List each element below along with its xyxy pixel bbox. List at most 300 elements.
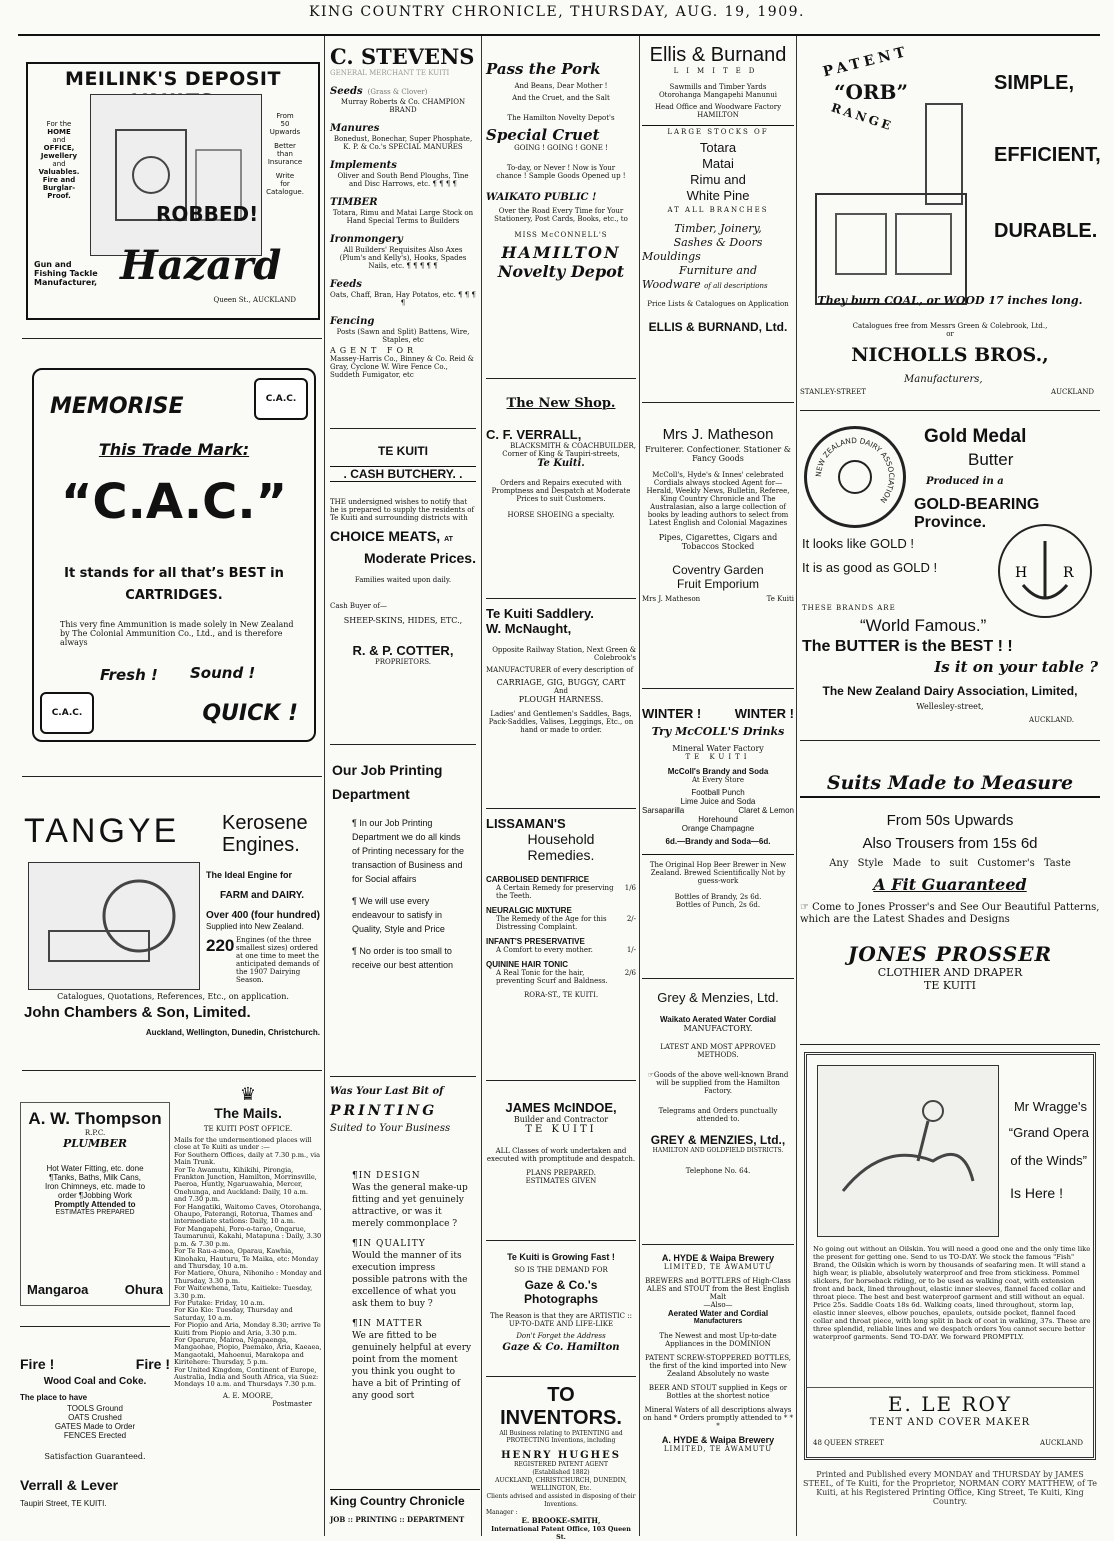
last-bit-was: Was Your Last Bit of bbox=[330, 1086, 444, 1097]
new-shop-title: The New Shop. bbox=[506, 396, 616, 411]
pork-hamilton: HAMILTON bbox=[501, 243, 621, 262]
stevens-section-body: Murray Roberts & Co. CHAMPION BRAND bbox=[340, 98, 466, 114]
sep-c5-2 bbox=[800, 740, 1100, 741]
tangye-over: Over 400 (four hundred) bbox=[206, 910, 320, 921]
new-shop-horse: HORSE SHOEING a specialty. bbox=[507, 511, 615, 519]
orb-efficient: EFFICIENT, bbox=[994, 144, 1101, 166]
lissaman-ad bbox=[486, 816, 636, 1068]
matheson-footer-right: Te Kuiti bbox=[766, 595, 794, 603]
mails-office: TE KUITI POST OFFICE. bbox=[203, 1125, 293, 1133]
job-printing-p1: ¶ In our Job Printing Department we do all kinds of Printing necessary for the transaction of Business and for Social affairs bbox=[352, 818, 465, 884]
butchery-owner: R. & P. COTTER, bbox=[352, 643, 454, 658]
mails-signer: A. E. MOORE, bbox=[222, 1391, 274, 1400]
hr-anchor-brand-icon bbox=[998, 524, 1092, 618]
hyde-manuf: Manufacturers bbox=[693, 1318, 743, 1325]
ellis-wood-3: White Pine bbox=[686, 188, 750, 203]
ellis-product-3: Furniture and bbox=[678, 264, 758, 277]
last-bit-printing: PRINTING bbox=[330, 1103, 438, 1119]
mails-line-10: For Piopio and Aria, Monday 8.30; arrive Te Kuiti from Piopio and Aria, 3.30 p.m. bbox=[174, 1321, 321, 1337]
prosser-any: Any Style Made to suit Customer's Taste bbox=[829, 858, 1071, 869]
sep-c1-3 bbox=[22, 1070, 322, 1071]
butter-gold: Gold Medal bbox=[924, 426, 1027, 447]
cac-sound: Sound ! bbox=[190, 664, 256, 682]
pork-l5: Over the Road Every Time for Your Stationery, Post Cards, Books, etc., to bbox=[494, 207, 628, 223]
inventors-ad bbox=[486, 1384, 636, 1541]
imprint-text: Printed and Published every MONDAY and THURSDAY by JAMES STEEL, of Te Kuiti, for the Proprietor, NORMAN CORY MATTHEW, of Te Kuiti, at his Registered Printing Office, King Street, Te Kuiti, King Country. bbox=[803, 1470, 1097, 1506]
mails-line-9: For Kio Kio: Tuesday, Thursday and Saturday, 10 a.m. bbox=[174, 1306, 293, 1322]
winter-punch: Football Punch bbox=[691, 788, 745, 797]
last-bit-body bbox=[352, 1170, 472, 1402]
anchor-icon bbox=[1005, 531, 1085, 611]
verrall-item-2: GATES Made to Order bbox=[54, 1422, 136, 1431]
leroy-here: Is Here ! bbox=[1010, 1185, 1063, 1201]
hyde-footer: A. HYDE & Waipa Brewery bbox=[661, 1435, 775, 1445]
svg-text:R: R bbox=[1063, 565, 1074, 581]
last-bit-h1: ¶IN DESIGN bbox=[352, 1171, 421, 1181]
prosser-ad bbox=[800, 772, 1100, 1032]
winter-price: 6d.—Brandy and Soda—6d. bbox=[665, 837, 771, 846]
mails-line-4: For Mangapehi, Poro-o-tarao, Ongarue, Taumarunui, Kakahi, Matapuna : Daily, 3.30 p.m. & 7.30 p.m. bbox=[174, 1224, 322, 1248]
butter-street: Wellesley-street, bbox=[916, 702, 984, 711]
grey-menzies-title: Grey & Menzies, Ltd. bbox=[657, 990, 779, 1005]
tangye-title: TANGYE bbox=[24, 812, 180, 850]
mails-notice bbox=[174, 1084, 322, 1530]
orb-nicholls: NICHOLLS BROS., bbox=[851, 344, 1049, 366]
meilink-title: MEILINK'S DEPOSIT bbox=[65, 68, 281, 90]
lissaman-title: LISSAMAN'S bbox=[486, 816, 566, 831]
lissaman-item-name: QUININE HAIR TONIC bbox=[486, 960, 569, 969]
winter-try: Try McCOLL'S Drinks bbox=[651, 725, 785, 738]
sep-c1-2 bbox=[22, 776, 322, 777]
matheson-pipes: Pipes, Cigarettes, Cigars and Tobaccos Stocked bbox=[658, 533, 778, 551]
mcindoe-name: JAMES McINDOE, bbox=[505, 1100, 617, 1115]
meilink-left-list bbox=[34, 120, 84, 200]
thompson-name: A. W. Thompson bbox=[28, 1109, 162, 1128]
gaze-title: Gaze & Co.'s Photographs bbox=[524, 1278, 598, 1306]
rider-in-oilskin-icon bbox=[823, 1071, 993, 1231]
meilink-left-4: Jewellery bbox=[40, 152, 78, 160]
stevens-section bbox=[330, 79, 476, 114]
new-shop-ad bbox=[486, 396, 636, 592]
mcindoe-estimates: ESTIMATES GIVEN bbox=[525, 1177, 597, 1185]
thompson-line-3: order ¶Jobbing Work bbox=[58, 1191, 132, 1200]
job-printing-p2: ¶ We will use every endeavour to satisfy in Quality, Style and Price bbox=[352, 896, 445, 934]
pork-novelty: Novelty Depot bbox=[497, 262, 625, 281]
stevens-section-body: Totara, Rimu and Matai Large Stock on Hand Special Terms to Builders bbox=[332, 209, 474, 225]
ellis-mills: Otorohanga Mangapehi Manunui bbox=[658, 91, 778, 99]
vault-illustration bbox=[90, 94, 262, 256]
lissaman-household: Household bbox=[527, 831, 595, 847]
ellis-woods bbox=[642, 140, 794, 204]
gaze-forget: Don't Forget the Address bbox=[516, 1332, 606, 1340]
mails-line-8: For Putake: Friday, 10 a.m. bbox=[174, 1298, 265, 1307]
prosser-town: TE KUITI bbox=[924, 979, 976, 992]
hyde-title: A. HYDE & Waipa Brewery bbox=[661, 1253, 775, 1263]
prosser-name: JONES PROSSER bbox=[847, 942, 1053, 966]
meilink-right-4: than bbox=[277, 150, 293, 158]
lissaman-item-name: NEURALGIC MIXTURE bbox=[486, 906, 572, 915]
sep-c1a-4 bbox=[20, 1326, 170, 1327]
pork-going: GOING ! GOING ! GONE ! bbox=[514, 144, 608, 152]
mcindoe-town: TE KUITI bbox=[525, 1124, 597, 1135]
butchery-skins: SHEEP-SKINS, HIDES, ETC., bbox=[343, 616, 463, 625]
butchery-cash-buyer: Cash Buyer of— bbox=[330, 602, 387, 610]
vault-safe-icon bbox=[96, 100, 259, 250]
butter-province: GOLD-BEARING Province. bbox=[914, 496, 1040, 531]
matheson-footer-left: Mrs J. Matheson bbox=[642, 595, 701, 603]
leroy-street: 48 QUEEN STREET bbox=[813, 1439, 884, 1447]
prosser-from: From 50s Upwards bbox=[886, 812, 1014, 829]
new-shop-town: Te Kuiti. bbox=[537, 458, 585, 469]
butter-brands: THESE BRANDS ARE bbox=[802, 604, 896, 612]
last-bit-footer-title: King Country Chronicle bbox=[330, 1489, 480, 1508]
prosser-role: CLOTHIER AND DRAPER bbox=[877, 966, 1023, 979]
last-bit-b2: Would the manner of its execution impress possible patrons with the excellence of what you ask them to buy ? bbox=[352, 1251, 468, 1309]
matheson-title: Mrs J. Matheson bbox=[662, 426, 774, 443]
mcindoe-plans: PLANS PREPARED. bbox=[526, 1169, 596, 1177]
thompson-line-2: Iron Chimneys, etc. made to bbox=[44, 1182, 146, 1191]
ellis-wood-2: Rimu and bbox=[690, 172, 746, 187]
horse-rider-illustration bbox=[817, 1065, 999, 1237]
meilink-left-1: HOME bbox=[47, 128, 71, 136]
leroy-wragge: Mr Wragge's bbox=[1013, 1099, 1087, 1114]
sep-c3-1 bbox=[486, 378, 636, 379]
saddlery-title: Te Kuiti Saddlery. bbox=[486, 606, 594, 621]
meilink-left-9: Proof. bbox=[47, 192, 71, 200]
pork-waikato: WAIKATO PUBLIC ! bbox=[486, 192, 597, 203]
pork-title: Pass the Pork bbox=[486, 60, 601, 78]
sep-c2-1 bbox=[330, 428, 476, 429]
thompson-line-4: Promptly Attended to bbox=[54, 1200, 136, 1209]
mails-line-2: For Te Awamutu, Kihikihi, Pirongia, Frankton Junction, Hamilton, Morrinsville, Paeroa, Huntly, Ngaruawahia, Mercer, Onehunga, and Auckland: Daily, 10 a.m. and 7.30 p.m. bbox=[174, 1165, 317, 1204]
butchery-choice bbox=[330, 528, 476, 544]
seal-text: NEW ZEALAND DAIRY ASSOCIATION bbox=[813, 435, 897, 505]
engine-flywheel-icon bbox=[39, 871, 189, 981]
hyde-beer: BEER AND STOUT supplied in Kegs or Bottles at the shortest notice bbox=[648, 1384, 788, 1400]
verrall-lever-name: Verrall & Lever bbox=[20, 1477, 119, 1493]
stevens-section-head: TIMBER bbox=[330, 197, 378, 208]
stevens-subtitle: GENERAL MERCHANT TE KUITI bbox=[330, 69, 450, 77]
stevens-section-body: Oliver and South Bend Ploughs, Tine and Disc Harrows, etc. ¶ ¶ ¶ ¶ bbox=[337, 172, 469, 188]
column-rule-1 bbox=[324, 36, 325, 1536]
hyde-also: —Also— bbox=[703, 1301, 733, 1309]
stevens-section-head: Feeds bbox=[330, 279, 362, 290]
mails-line-1: For Southern Offices, daily at 7.30 p.m., via Main Trunk. bbox=[174, 1150, 321, 1167]
inventors-est: (Established 1882) bbox=[532, 1469, 590, 1476]
hyde-brewers: BREWERS and BOTTLERS of High-Class ALES and STOUT from the Best English Malt bbox=[645, 1277, 791, 1301]
grey-menzies-manufactory: MANUFACTORY. bbox=[683, 1024, 753, 1033]
inventors-agent: REGISTERED PATENT AGENT bbox=[514, 1461, 608, 1468]
lissaman-item bbox=[486, 937, 636, 954]
lissaman-item-price: 1/- bbox=[626, 946, 636, 954]
winter-hore: Horehound bbox=[698, 815, 738, 824]
hyde-limited: LIMITED, TE AWAMUTU bbox=[663, 1263, 773, 1271]
pork-ad bbox=[486, 60, 636, 362]
hyde-ad bbox=[642, 1254, 794, 1530]
thompson-mangaroa: Mangaroa bbox=[27, 1282, 89, 1297]
job-printing-department: Department bbox=[332, 786, 410, 802]
tangye-farm: FARM and DAIRY. bbox=[220, 890, 305, 901]
butchery-choice-text: CHOICE MEATS, bbox=[330, 528, 441, 544]
hyde-newest: The Newest and most Up-to-date Appliances in the DOMINION bbox=[659, 1332, 777, 1348]
hyde-mineral: Mineral Waters of all descriptions always on hand * Orders promptly attended to * * * bbox=[642, 1406, 794, 1430]
hyde-footer-sub: LIMITED, TE AWAMUTU bbox=[663, 1445, 773, 1453]
verrall-lever-ad bbox=[20, 1356, 170, 1528]
stevens-section bbox=[330, 309, 476, 344]
hazard-left-2: Manufacturer, bbox=[34, 278, 98, 287]
mails-line-6: For Matiere, Ohura, Nihoniho : Monday and Thursday, 3.30 p.m. bbox=[174, 1269, 322, 1285]
tangye-supplied: Supplied into New Zealand. bbox=[206, 922, 304, 931]
inventors-manager: Manager : bbox=[486, 1509, 518, 1516]
mails-line-11: For Oparure, Mairoa, Ngapaenga, Mangaohae, Piopio, Paemako, Aria, Kaeaea, Mangaotaki, Mahoenui, Marakopa and Kiritehere: Thursday, 5 p.m. bbox=[174, 1335, 322, 1367]
tangye-kerosene: Kerosene bbox=[222, 812, 308, 834]
butter-city: AUCKLAND. bbox=[1029, 716, 1074, 724]
mcindoe-body: ALL Classes of work undertaken and executed with promptitude and despatch. bbox=[486, 1147, 636, 1163]
mails-role: Postmaster bbox=[272, 1399, 312, 1408]
ellis-woodware: Woodware bbox=[642, 278, 701, 291]
cac-memorise: MEMORISE bbox=[50, 394, 184, 419]
ellis-wood-0: Totara bbox=[699, 140, 737, 155]
gaze-growing: Te Kuiti is Growing Fast ! bbox=[507, 1252, 615, 1262]
thompson-line-1: ¶Tanks, Baths, Milk Cans, bbox=[49, 1173, 141, 1182]
ellis-wood-1: Matai bbox=[702, 156, 734, 171]
ellis-product-2: Mouldings bbox=[642, 250, 701, 263]
meilink-right-2: Upwards bbox=[269, 128, 301, 136]
meilink-left-7: Fire and bbox=[42, 176, 76, 184]
robbed-label: ROBBED! bbox=[156, 202, 259, 226]
lissaman-item bbox=[486, 960, 636, 985]
hyde-aerated: Aerated Water and Cordial bbox=[667, 1309, 769, 1318]
verrall-item-1: OATS Crushed bbox=[68, 1413, 122, 1422]
lissaman-address: RORA-ST., TE KUITI. bbox=[523, 991, 599, 999]
stevens-section-head: Seeds bbox=[330, 86, 363, 97]
orb-simple: SIMPLE, bbox=[994, 72, 1075, 94]
tangye-engines-text: Engines (of the three smallest sizes) ordered at one time to meet the anticipated demands of the 1907 Dairying Season. bbox=[236, 936, 320, 984]
gaze-ad bbox=[486, 1252, 636, 1372]
leroy-grand: “Grand Opera bbox=[1008, 1125, 1089, 1140]
lissaman-item-desc: A Comfort to every mother. bbox=[496, 946, 593, 954]
job-printing-ad bbox=[332, 762, 476, 1058]
butchery-moderate: Moderate Prices. bbox=[363, 550, 476, 566]
lissaman-items bbox=[486, 875, 636, 985]
meilink-right-3: Better bbox=[274, 142, 296, 150]
stevens-ad bbox=[330, 44, 476, 420]
ellis-mills-head: Sawmills and Timber Yards bbox=[669, 83, 767, 91]
orb-patent: PATENT bbox=[821, 43, 911, 81]
new-shop-trade: BLACKSMITH & COACHBUILDER, bbox=[510, 442, 636, 450]
pork-l4: To-day, or Never ! Now is Your chance ! Sample Goods Opened up ! bbox=[496, 164, 626, 180]
last-bit-h2: ¶IN QUALITY bbox=[352, 1239, 426, 1249]
cac-big-mark: “C.A.C.” bbox=[60, 474, 288, 530]
lissaman-item bbox=[486, 906, 636, 931]
stevens-section-head: Fencing bbox=[330, 316, 375, 327]
range-stove-illustration bbox=[806, 94, 980, 328]
matheson-emporium: Fruit Emporium bbox=[676, 577, 759, 591]
lissaman-item-desc: The Remedy of the Age for this Distressing Complaint. bbox=[496, 915, 607, 931]
leroy-trade: TENT AND COVER MAKER bbox=[869, 1417, 1031, 1428]
winter-every: At Every Store bbox=[691, 776, 744, 784]
sep-c4-1 bbox=[642, 402, 794, 403]
job-printing-title: Our Job Printing bbox=[332, 762, 443, 778]
cac-body: This very fine Ammunition is made solely in New Zealand by The Colonial Ammunition Co., Ltd., and is therefore always bbox=[60, 620, 294, 647]
dairy-association-seal-icon bbox=[804, 426, 906, 528]
thompson-line-5: ESTIMATES PREPARED bbox=[55, 1209, 135, 1216]
grey-menzies-waikato: Waikato Aerated Water Cordial bbox=[659, 1015, 777, 1024]
lissaman-item-desc: A Real Tonic for the hair, preventing Scurf and Baldness. bbox=[496, 969, 608, 985]
meilink-right-8: Catalogue. bbox=[266, 188, 304, 196]
mails-title: The Mails. bbox=[214, 1105, 282, 1121]
winter-claret: Claret & Lemon bbox=[738, 806, 794, 815]
verrall-lever-address: Taupiri Street, TE KUITI. bbox=[20, 1499, 107, 1508]
butter-famous: “World Famous.” bbox=[860, 616, 987, 635]
new-shop-name: C. F. VERRALL, bbox=[486, 427, 582, 442]
sep-c4-2 bbox=[642, 688, 794, 689]
ellis-limited: LIMITED bbox=[673, 67, 763, 75]
butter-good: It is as good as GOLD ! bbox=[802, 560, 938, 575]
job-printing-p3: ¶ No order is too small to receive our best attention bbox=[352, 946, 454, 970]
orb-city: AUCKLAND bbox=[1051, 388, 1094, 396]
verrall-item-3: FENCES Erected bbox=[63, 1431, 127, 1440]
inventors-note: Clients advised and assisted in disposing of their Inventions. bbox=[486, 1493, 636, 1508]
grey-menzies-orders: Telegrams and Orders punctually attended to. bbox=[658, 1107, 778, 1123]
winter-factory: Mineral Water Factory bbox=[672, 744, 764, 753]
thompson-plumber: PLUMBER bbox=[63, 1137, 127, 1150]
cac-corner-bottom: C.A.C. bbox=[40, 692, 94, 734]
engine-illustration bbox=[28, 862, 200, 990]
saddlery-items: CARRIAGE, GIG, BUGGY, CART bbox=[496, 678, 626, 687]
stevens-section-body: Bonedust, Bonechar, Super Phosphate, K. P. & Co.'s SPECIAL MANURES bbox=[333, 135, 473, 151]
meilink-right-0: From bbox=[276, 112, 294, 120]
mails-line-7: For Waitewhena, Tatu, Kaitieke: Tuesday, 3.30 p.m. bbox=[174, 1284, 313, 1300]
ellis-title: Ellis & Burnand bbox=[649, 44, 787, 66]
thompson-ad bbox=[20, 1102, 170, 1306]
sep-c4-4 bbox=[642, 1244, 794, 1245]
seal-text-icon bbox=[810, 432, 900, 522]
stevens-section-body: Oats, Chaff, Bran, Hay Potatos, etc. ¶ ¶ ¶ ¶ bbox=[330, 291, 476, 307]
mails-line-3: For Hangatiki, Waitomo Caves, Otorohanga, Ohaupo, Paterangi, Rotorua, Thames and intermediate stations: Daily, 10 a.m. bbox=[174, 1202, 322, 1226]
masthead-rule bbox=[18, 34, 1100, 36]
meilink-ad bbox=[26, 62, 320, 320]
tangye-220: 220 bbox=[206, 936, 235, 955]
ellis-footer: ELLIS & BURNAND, Ltd. bbox=[648, 320, 788, 334]
crest-icon: ♛ bbox=[239, 1084, 257, 1105]
winter-right: WINTER ! bbox=[734, 706, 794, 721]
orb-catalogues: Catalogues free from Messrs Green & Colebrook, Ltd., or bbox=[852, 322, 1048, 338]
butchery-title: . CASH BUTCHERY. . bbox=[330, 466, 476, 482]
stevens-title: C. STEVENS bbox=[330, 44, 475, 69]
last-bit-ad bbox=[330, 1086, 480, 1530]
orb-street: STANLEY-STREET bbox=[800, 388, 866, 396]
meilink-right-7: for bbox=[280, 180, 290, 188]
cac-cartridges: CARTRIDGES. bbox=[125, 588, 223, 603]
last-bit-suited: Suited to Your Business bbox=[330, 1123, 451, 1134]
pork-l1: And Beans, Dear Mother ! bbox=[514, 82, 608, 90]
saddlery-rest: Ladies' and Gentlemen's Saddles, Bags, Pack-Saddles, Valises, Leggings, Etc., on hand or made to order. bbox=[488, 710, 634, 734]
meilink-right-1: 50 bbox=[280, 120, 290, 128]
stevens-section-body: Posts (Sawn and Split) Battens, Wire, Staples, etc bbox=[336, 328, 470, 344]
butter-ad bbox=[800, 420, 1100, 732]
meilink-left-5: and bbox=[52, 160, 66, 168]
prosser-title: Suits Made to Measure bbox=[800, 772, 1100, 798]
new-shop-body: Orders and Repairs executed with Promptness and Despatch at Moderate Prices to suit Customers. bbox=[491, 479, 631, 503]
inventors-name: HENRY HUGHES bbox=[501, 1450, 621, 1461]
saddlery-ad bbox=[486, 606, 636, 802]
prosser-fit: A Fit Guaranteed bbox=[873, 875, 1027, 894]
ellis-branches: AT ALL BRANCHES bbox=[667, 206, 769, 214]
prosser-come: ☞ Come to Jones Prosser's and See Our Beautiful Patterns, which are the Latest Shades and Designs bbox=[800, 902, 1100, 925]
tangye-cities: Auckland, Wellington, Dunedin, Christchurch. bbox=[145, 1028, 320, 1037]
stevens-section-tail: (Grass & Clover) bbox=[367, 88, 428, 96]
hazard-left-1: Fishing Tackle bbox=[34, 269, 98, 278]
ellis-product-0: Timber, Joinery, bbox=[674, 222, 762, 235]
verrall-item-0: TOOLS Ground bbox=[67, 1404, 123, 1413]
thompson-rpc: R.P.C. bbox=[84, 1129, 106, 1137]
hyde-patent: PATENT SCREW-STOPPERED BOTTLES, the first of the kind imported into New Zealand Absolutely no waste bbox=[644, 1354, 792, 1378]
butter-table: Is it on your table ? bbox=[934, 658, 1098, 676]
lissaman-remedies: Remedies. bbox=[527, 847, 595, 863]
verrall-items bbox=[20, 1404, 170, 1440]
winter-brandy: McColl's Brandy and Soda bbox=[667, 767, 769, 776]
grey-menzies-districts: HAMILTON AND GOLDFIELD DISTRICTS. bbox=[652, 1147, 784, 1154]
orb-ad bbox=[800, 44, 1100, 400]
lissaman-item-price: 1/6 bbox=[624, 884, 636, 892]
leroy-name: E. LE ROY bbox=[807, 1387, 1093, 1416]
sep-c3-3 bbox=[486, 808, 636, 809]
cac-fresh: Fresh ! bbox=[100, 666, 158, 684]
meilink-left-8: Burglar- bbox=[42, 184, 76, 192]
thompson-line-0: Hot Water Fitting, etc. done bbox=[46, 1164, 144, 1173]
svg-text:NEW ZEALAND DAIRY ASSOCIATION bbox=[814, 436, 896, 505]
prosser-trousers: Also Trousers from 15s 6d bbox=[862, 835, 1038, 852]
inventors-title: TO INVENTORS. bbox=[500, 1384, 622, 1429]
mails-lines bbox=[174, 1137, 322, 1389]
butter-butter: Butter bbox=[968, 450, 1014, 469]
mcindoe-trade: Builder and Contractor bbox=[513, 1115, 609, 1124]
butter-produced: Produced in a bbox=[926, 476, 1004, 487]
ellis-product-1: Sashes & Doors bbox=[673, 236, 763, 249]
fire-left: Fire ! bbox=[20, 1356, 55, 1372]
saddlery-body: MANUFACTURER of every description of bbox=[486, 666, 634, 674]
ellis-products bbox=[642, 222, 794, 292]
hazard-signature: Hazard bbox=[120, 242, 282, 289]
column-rule-2 bbox=[481, 36, 482, 1536]
sep-c3-2 bbox=[486, 598, 636, 599]
stevens-section-head: Ironmongery bbox=[330, 234, 403, 245]
mails-line-5: For Te Rau-a-moa, Oparau, Kawhia, Kinohaku, Hauturu, Te Maika, etc: Monday and Thursday, 10 a.m. bbox=[174, 1247, 319, 1270]
orb-orb: “ORB” bbox=[834, 80, 908, 104]
matheson-body: McColl's, Hyde's & Innes' celebrated Cordials always stocked Agent for— Herald, Weekly News, Bulletin, Referee, King Country Chronicle and The Australasian, also a large collection of books by leading authors to select from Latest English and Colonial Magazines bbox=[646, 471, 790, 527]
stevens-section-head: Manures bbox=[330, 123, 380, 134]
sep-c3-6 bbox=[486, 1376, 636, 1377]
gaze-body: The Reason is that they are ARTISTIC :: UP-TO-DATE AND LIFE-LIKE bbox=[490, 1312, 632, 1328]
hazard-address: Queen St., AUCKLAND bbox=[213, 296, 296, 304]
new-shop-corner: Corner of King & Taupiri-streets, bbox=[502, 450, 620, 458]
sep-c5-3 bbox=[800, 1044, 1100, 1045]
pork-l2: And the Cruet, and the Salt bbox=[512, 94, 610, 102]
sep-c2-2 bbox=[330, 744, 476, 745]
column-rule-4 bbox=[796, 36, 797, 1536]
stevens-section bbox=[330, 190, 476, 225]
lissaman-item bbox=[486, 875, 636, 900]
butter-assoc: The New Zealand Dairy Association, Limited, bbox=[822, 684, 1078, 698]
orb-durable: DURABLE. bbox=[994, 220, 1098, 242]
butter-best: The BUTTER is the BEST ! ! bbox=[802, 638, 1013, 655]
butchery-at: AT bbox=[444, 536, 453, 543]
winter-bottles2: Bottles of Punch, 2s 6d. bbox=[675, 901, 761, 909]
pork-l3: The Hamilton Novelty Depot's bbox=[507, 114, 615, 122]
inventors-office: International Patent Office, 103 Queen St. bbox=[491, 1525, 631, 1541]
pork-miss: MISS McCONNELL'S bbox=[514, 231, 608, 239]
